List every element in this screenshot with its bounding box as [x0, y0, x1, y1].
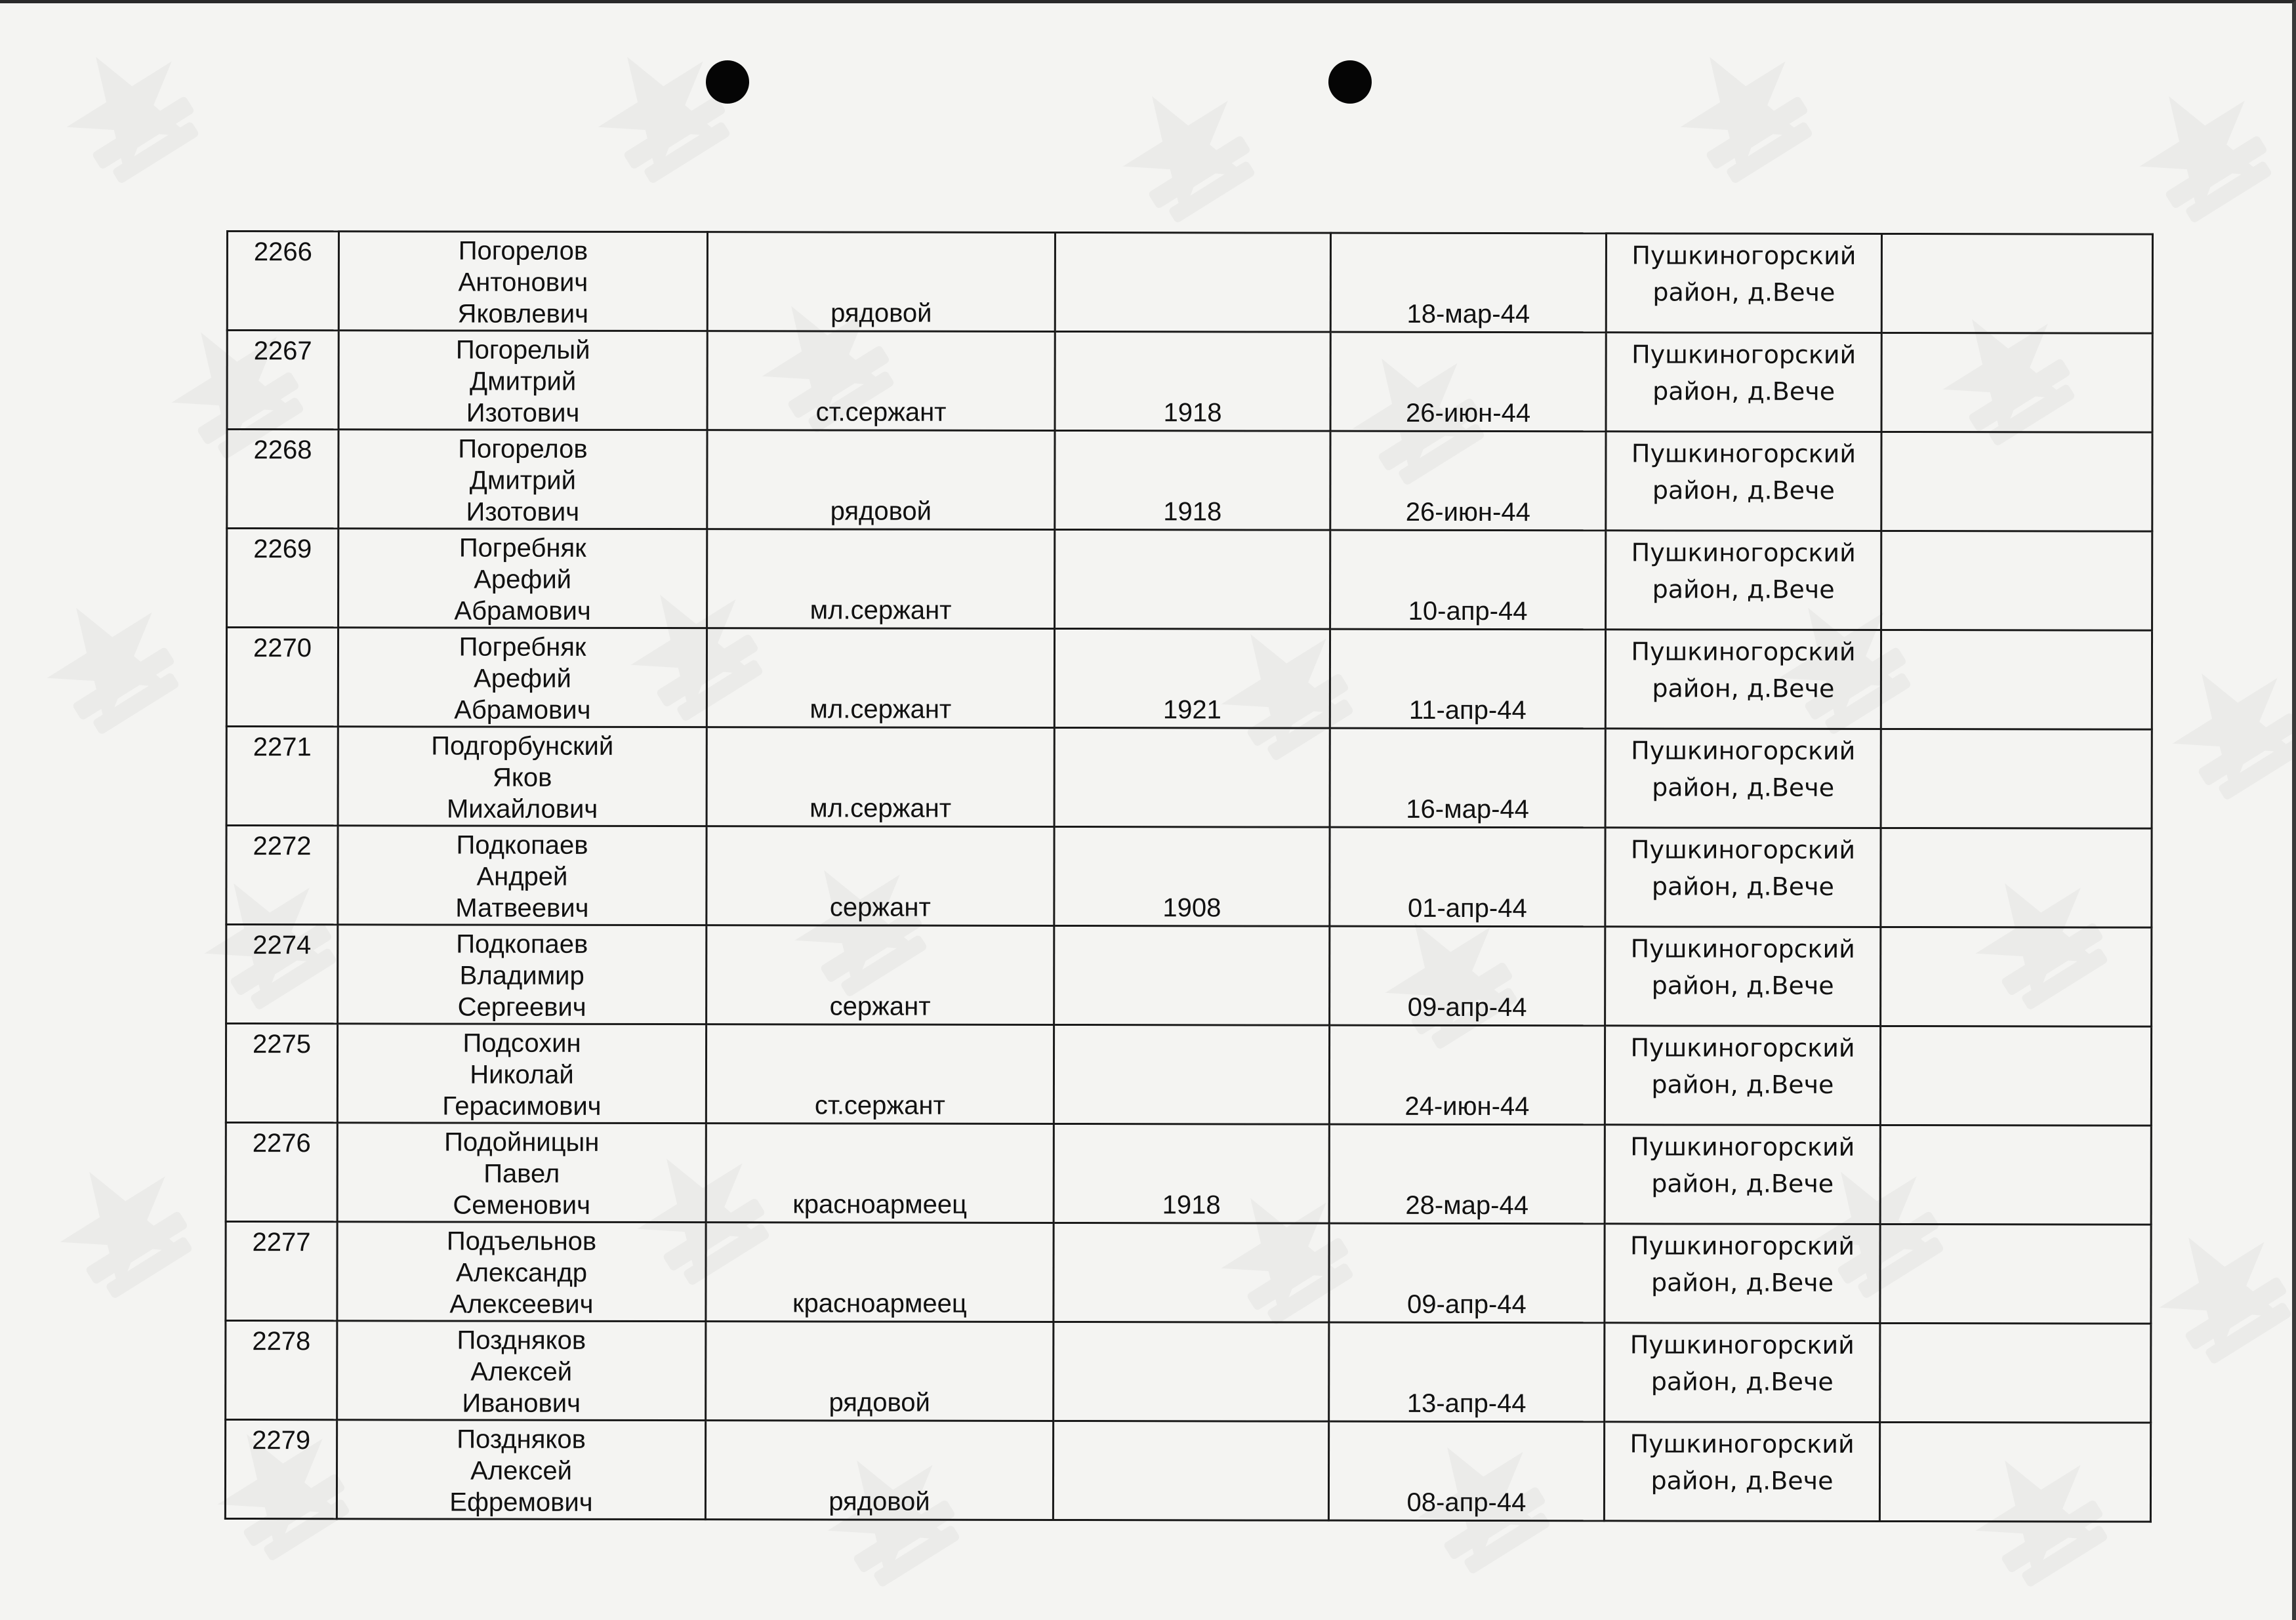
- burial-place-cell: [1605, 828, 1881, 927]
- empty-notes-cell: [1880, 1026, 2151, 1125]
- patronymic: Абрамович: [454, 695, 591, 725]
- rank: рядовой: [829, 1487, 930, 1516]
- first-name: Александр: [455, 1258, 588, 1287]
- empty-notes-cell: [1881, 233, 2152, 333]
- table-row: [226, 1222, 2151, 1324]
- birth-year-cell: [1054, 727, 1330, 827]
- surname: Поздняков: [457, 1425, 586, 1454]
- birth-year: 1918: [1162, 1190, 1221, 1220]
- surname: Погорелый: [455, 335, 590, 365]
- birth-year-cell: [1055, 529, 1330, 629]
- record-number-cell: [226, 1123, 337, 1222]
- burial-place-cell: [1605, 1323, 1880, 1423]
- burial-place-village: район, д.Вече: [1652, 773, 1835, 802]
- star-watermark-icon: [26, 1128, 216, 1318]
- burial-place-cell: [1604, 1422, 1879, 1522]
- record-number-cell: [226, 1024, 337, 1123]
- empty-notes-cell: [1881, 531, 2152, 630]
- patronymic: Матвеевич: [455, 893, 589, 923]
- burial-place-village: район, д.Вече: [1652, 376, 1835, 406]
- patronymic: Яковлевич: [457, 299, 589, 329]
- birth-year: 1918: [1163, 497, 1222, 527]
- star-watermark-icon: [33, 13, 222, 203]
- first-name: Арефий: [474, 565, 572, 594]
- burial-place-cell: [1606, 333, 1881, 432]
- surname: Поздняков: [457, 1326, 586, 1355]
- burial-place-cell: [1605, 630, 1881, 729]
- record-number-cell: [226, 727, 338, 826]
- burial-place-cell: [1605, 729, 1881, 828]
- full-name-cell: [338, 826, 707, 925]
- birth-year-cell: [1055, 232, 1330, 332]
- burial-place-village: район, д.Вече: [1650, 1466, 1834, 1495]
- empty-notes-cell: [1881, 729, 2152, 828]
- rank-cell: [706, 1024, 1054, 1124]
- birth-year-cell: [1054, 628, 1330, 728]
- full-name-cell: [337, 1024, 706, 1124]
- record-number-cell: [226, 1222, 337, 1321]
- empty-notes-cell: [1879, 1422, 2150, 1522]
- surname: Подсохин: [462, 1028, 581, 1058]
- table-row: [227, 430, 2152, 532]
- burial-place-district: Пушкиногорский: [1631, 241, 1856, 270]
- record-number: 2276: [252, 1129, 311, 1158]
- record-number: 2267: [253, 336, 312, 366]
- empty-notes-cell: [1881, 630, 2152, 729]
- full-name-cell: [337, 1321, 706, 1421]
- death-date-cell: [1328, 1421, 1604, 1521]
- patronymic: Иванович: [462, 1388, 581, 1418]
- burial-place-cell: [1605, 1125, 1880, 1225]
- death-date-cell: [1330, 926, 1605, 1026]
- burial-place-district: Пушкиногорский: [1631, 736, 1856, 765]
- patronymic: Герасимович: [442, 1091, 602, 1121]
- burial-place-village: район, д.Вече: [1651, 1169, 1834, 1198]
- death-date-cell: [1330, 431, 1606, 531]
- empty-notes-cell: [1881, 432, 2152, 531]
- burial-place-cell: [1605, 927, 1881, 1026]
- first-name: Павел: [483, 1159, 560, 1188]
- burial-place-district: Пушкиногорский: [1630, 1033, 1855, 1063]
- table-row: [227, 331, 2152, 433]
- empty-notes-cell: [1880, 1224, 2151, 1324]
- rank-cell: [706, 1322, 1054, 1421]
- star-watermark-icon: [1647, 13, 1836, 203]
- star-watermark-icon: [2106, 52, 2295, 242]
- rank-cell: [705, 1421, 1053, 1520]
- rank: красноармеец: [792, 1289, 967, 1318]
- empty-notes-cell: [1880, 1125, 2151, 1225]
- table-row: [226, 1123, 2151, 1225]
- record-number: 2279: [252, 1426, 311, 1455]
- death-date-cell: [1330, 827, 1605, 927]
- burial-register-table: [224, 230, 2154, 1523]
- burial-place-cell: [1605, 1224, 1880, 1324]
- rank: сержант: [829, 893, 931, 922]
- surname: Погорелов: [458, 434, 588, 464]
- table-row: [226, 1024, 2151, 1126]
- table-row: [227, 232, 2152, 334]
- full-name-cell: [338, 331, 707, 430]
- burial-place-district: Пушкиногорский: [1631, 439, 1856, 468]
- burial-place-village: район, д.Вече: [1652, 674, 1835, 703]
- rank: рядовой: [829, 1388, 930, 1417]
- surname: Подкопаев: [456, 929, 588, 959]
- record-number-cell: [226, 1321, 337, 1420]
- birth-year: 1908: [1162, 893, 1221, 923]
- death-date-cell: [1330, 332, 1606, 432]
- death-date: 16-мар-44: [1406, 794, 1529, 824]
- birth-year-cell: [1054, 1124, 1329, 1223]
- burial-place-cell: [1606, 432, 1881, 531]
- table-row: [226, 628, 2152, 730]
- first-name: Владимир: [459, 961, 584, 990]
- record-number-cell: [227, 529, 338, 628]
- first-name: Андрей: [476, 862, 568, 891]
- record-number: 2274: [253, 931, 312, 960]
- surname: Подъельнов: [446, 1226, 597, 1256]
- death-date: 09-апр-44: [1407, 992, 1527, 1023]
- table-row: [226, 727, 2152, 829]
- death-date-cell: [1330, 629, 1605, 729]
- death-date-cell: [1329, 1025, 1605, 1125]
- death-date: 01-апр-44: [1407, 893, 1527, 923]
- rank: ст.сержант: [815, 397, 947, 427]
- full-name-cell: [338, 628, 707, 727]
- burial-place-district: Пушкиногорский: [1630, 1231, 1855, 1261]
- rank-cell: [707, 826, 1054, 926]
- burial-place-village: район, д.Вече: [1651, 971, 1834, 1000]
- surname: Погорелов: [458, 236, 588, 266]
- rank-cell: [706, 1223, 1054, 1322]
- record-number: 2266: [253, 237, 312, 267]
- rank-cell: [706, 1124, 1054, 1223]
- record-number: 2278: [252, 1327, 311, 1356]
- record-number: 2272: [253, 832, 312, 861]
- full-name-cell: [338, 727, 707, 826]
- table-row: [226, 826, 2152, 928]
- rank-cell: [707, 232, 1055, 332]
- rank: сержант: [829, 992, 931, 1021]
- burial-place-district: Пушкиногорский: [1630, 1330, 1855, 1360]
- death-date-cell: [1329, 1322, 1605, 1422]
- death-date: 08-апр-44: [1406, 1488, 1527, 1518]
- rank: рядовой: [830, 496, 932, 526]
- birth-year: 1921: [1162, 695, 1221, 725]
- full-name-cell: [337, 1123, 706, 1223]
- first-name: Николай: [470, 1060, 574, 1089]
- rank: красноармеец: [792, 1190, 968, 1219]
- death-date: 18-мар-44: [1406, 299, 1530, 329]
- death-date-cell: [1330, 233, 1606, 333]
- first-name: Алексей: [470, 1456, 572, 1486]
- register-body: [225, 232, 2152, 1522]
- burial-place-village: район, д.Вече: [1652, 575, 1835, 604]
- death-date: 26-июн-44: [1405, 497, 1530, 527]
- burial-place-village: район, д.Вече: [1652, 476, 1835, 505]
- burial-place-district: Пушкиногорский: [1630, 835, 1856, 864]
- rank: мл.сержант: [810, 596, 952, 625]
- burial-place-cell: [1605, 1026, 1880, 1125]
- punch-hole-left: [706, 60, 749, 104]
- death-date: 11-апр-44: [1408, 695, 1527, 725]
- record-number-cell: [226, 826, 338, 925]
- punch-hole-right: [1328, 60, 1372, 104]
- first-name: Антонович: [458, 268, 588, 297]
- birth-year-cell: [1055, 430, 1330, 530]
- rank-cell: [707, 331, 1055, 431]
- first-name: Яков: [492, 763, 552, 792]
- burial-place-district: Пушкиногорский: [1631, 538, 1856, 567]
- patronymic: Михайлович: [446, 794, 598, 824]
- birth-year-cell: [1054, 1322, 1329, 1421]
- patronymic: Изотович: [466, 497, 580, 527]
- birth-year-cell: [1055, 331, 1330, 431]
- surname: Подгорбунский: [431, 731, 614, 761]
- surname: Погребняк: [459, 632, 586, 662]
- rank-cell: [707, 430, 1055, 530]
- birth-year-cell: [1054, 925, 1330, 1025]
- burial-place-district: Пушкиногорский: [1630, 1429, 1855, 1459]
- empty-notes-cell: [1881, 333, 2152, 432]
- full-name-cell: [337, 1420, 705, 1520]
- record-number-cell: [227, 430, 338, 529]
- star-watermark-icon: [2139, 630, 2296, 819]
- death-date: 09-апр-44: [1407, 1289, 1527, 1320]
- burial-place-district: Пушкиногорский: [1631, 340, 1856, 369]
- rank-cell: [707, 529, 1055, 629]
- table-row: [225, 1420, 2150, 1522]
- death-date: 13-апр-44: [1406, 1388, 1527, 1419]
- burial-place-district: Пушкиногорский: [1630, 934, 1855, 963]
- rank-cell: [707, 628, 1054, 728]
- record-number: 2268: [253, 435, 312, 465]
- burial-place-cell: [1606, 531, 1881, 630]
- rank: рядовой: [830, 298, 932, 328]
- burial-place-village: район, д.Вече: [1651, 1070, 1834, 1099]
- first-name: Дмитрий: [469, 466, 577, 495]
- surname: Подойницын: [444, 1127, 600, 1157]
- death-date-cell: [1329, 1124, 1605, 1224]
- record-number-cell: [227, 232, 338, 331]
- record-number: 2270: [253, 634, 312, 663]
- full-name-cell: [337, 1222, 706, 1322]
- burial-place-village: район, д.Вече: [1650, 1367, 1834, 1396]
- death-date-cell: [1330, 530, 1606, 630]
- record-number-cell: [226, 628, 338, 727]
- patronymic: Семенович: [453, 1190, 591, 1220]
- record-number-cell: [226, 925, 338, 1024]
- rank: мл.сержант: [810, 794, 952, 823]
- star-watermark-icon: [13, 564, 203, 754]
- record-number: 2275: [253, 1030, 312, 1059]
- death-date-cell: [1330, 728, 1605, 828]
- patronymic: Изотович: [466, 398, 580, 428]
- surname: Погребняк: [459, 533, 586, 563]
- burial-place-village: район, д.Вече: [1650, 1268, 1834, 1297]
- burial-place-village: район, д.Вече: [1652, 277, 1835, 307]
- burial-place-cell: [1606, 233, 1881, 333]
- burial-place-village: район, д.Вече: [1651, 872, 1834, 901]
- death-date: 10-апр-44: [1408, 596, 1528, 626]
- star-watermark-icon: [564, 13, 754, 203]
- rank-cell: [707, 925, 1054, 1025]
- surname: Подкопаев: [456, 830, 588, 860]
- empty-notes-cell: [1881, 927, 2152, 1026]
- record-number-cell: [227, 331, 338, 430]
- star-watermark-icon: [1089, 52, 1279, 242]
- empty-notes-cell: [1881, 828, 2152, 927]
- burial-place-district: Пушкиногорский: [1631, 637, 1856, 666]
- table-row: [227, 529, 2152, 631]
- patronymic: Алексеевич: [449, 1289, 594, 1319]
- record-number-cell: [225, 1420, 337, 1519]
- death-date: 26-июн-44: [1405, 398, 1531, 428]
- patronymic: Абрамович: [454, 596, 591, 626]
- first-name: Дмитрий: [470, 367, 577, 396]
- full-name-cell: [338, 529, 707, 628]
- death-date: 28-мар-44: [1405, 1190, 1529, 1221]
- first-name: Алексей: [470, 1357, 573, 1387]
- record-number: 2277: [252, 1228, 311, 1257]
- death-date-cell: [1329, 1223, 1605, 1323]
- burial-place-district: Пушкиногорский: [1630, 1132, 1855, 1162]
- death-date: 24-июн-44: [1404, 1091, 1530, 1122]
- birth-year-cell: [1054, 1223, 1329, 1322]
- table-row: [226, 1321, 2151, 1423]
- birth-year: 1918: [1163, 398, 1222, 428]
- birth-year-cell: [1054, 1024, 1329, 1124]
- full-name-cell: [338, 925, 707, 1024]
- full-name-cell: [338, 232, 707, 331]
- rank-cell: [707, 727, 1054, 827]
- patronymic: Сергеевич: [457, 992, 586, 1022]
- patronymic: Ефремович: [449, 1488, 593, 1517]
- empty-notes-cell: [1880, 1323, 2151, 1423]
- rank: мл.сержант: [810, 695, 952, 724]
- record-number: 2271: [253, 733, 312, 762]
- record-number: 2269: [253, 535, 312, 564]
- full-name-cell: [338, 430, 707, 529]
- birth-year-cell: [1054, 826, 1330, 926]
- rank: ст.сержант: [814, 1091, 945, 1120]
- first-name: Арефий: [474, 664, 571, 693]
- birth-year-cell: [1053, 1421, 1328, 1520]
- table-row: [226, 925, 2152, 1027]
